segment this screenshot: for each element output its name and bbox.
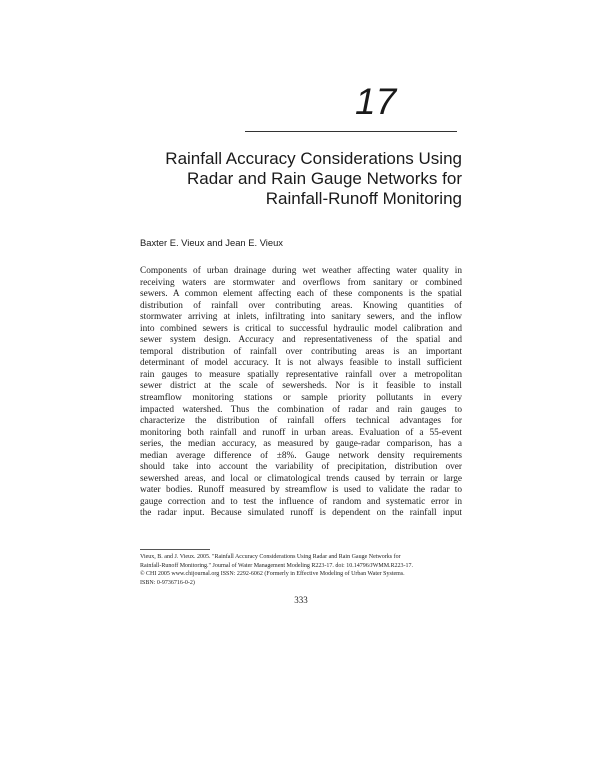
abstract-line: sewershed areas, and local or climatological trends caused by terrain or large <box>140 473 462 484</box>
page-number: 333 <box>294 595 308 605</box>
chapter-number: 17 <box>355 81 397 122</box>
footnote-rule <box>140 549 210 550</box>
abstract-line: impacted watershed. Thus the combination of radar and rain gauges to <box>140 404 462 415</box>
abstract-line: into combined sewers is critical to successful hydraulic model calibration and <box>140 323 462 334</box>
abstract-line: sewer system design. Accuracy and representativeness of the spatial and <box>140 335 462 346</box>
abstract <box>140 266 462 520</box>
abstract-line: rain gauges to measure spatially representative rainfall over a metropolitan <box>140 369 462 380</box>
abstract-line: series, the median accuracy, as measured by gauge-radar comparison, has a <box>140 439 462 450</box>
abstract-line: median average difference of ±8%. Gauge network density requirements <box>140 450 462 461</box>
abstract-line: distribution of rainfall over contributing areas. Knowing quantities of <box>140 300 462 311</box>
title-line: Rainfall-Runoff Monitoring <box>265 189 462 208</box>
abstract-line: streamflow monitoring stations or sample priority pollutants in every <box>140 393 462 404</box>
abstract-line: sewer district at the scale of sewersheds. Nor is it feasible to install <box>140 381 462 392</box>
footnote-line: Rainfall-Runoff Monitoring." Journal of Water Management Modeling R223-17. doi: 10.14796/JWMM.R223-17. <box>140 562 414 569</box>
abstract-line: monitoring both rainfall and runoff in urban areas. Evaluation of a 55-event <box>140 427 462 438</box>
abstract-line: gauge correction and to test the influence of random and systematic error in <box>140 496 462 507</box>
abstract-line: should take into account the variability of precipitation, distribution over <box>140 462 462 473</box>
abstract-line: temporal distribution of rainfall over contributing areas is an important <box>140 346 462 357</box>
abstract-line: receiving waters are stormwater and overflows from sanitary or combined <box>140 277 462 288</box>
chapter-title-rule <box>245 131 457 132</box>
abstract-line: the radar input. Because simulated runoff is dependent on the rainfall input <box>140 508 462 519</box>
title-line: Rainfall Accuracy Considerations Using <box>165 149 462 168</box>
chapter-title <box>120 149 462 209</box>
abstract-line: sewers. A common element affecting each of these components is the spatial <box>140 289 462 300</box>
footnote-line: ISBN: 0-9736716-0-2) <box>140 579 195 586</box>
footnote-line: © CHI 2005 www.chijournal.org ISSN: 2292-6062 (Formerly in Effective Modeling of Urban Water Systems. <box>140 571 405 578</box>
authors: Baxter E. Vieux and Jean E. Vieux <box>140 237 283 248</box>
abstract-line: determinant of model accuracy. It is not always feasible to install sufficient <box>140 358 462 369</box>
title-line: Radar and Rain Gauge Networks for <box>187 169 462 188</box>
abstract-line: characterize the distribution of rainfall offers technical advantages for <box>140 416 462 427</box>
abstract-line: Components of urban drainage during wet weather affecting water quality in <box>140 266 462 276</box>
citation-footnote <box>140 553 465 587</box>
abstract-line: water bodies. Runoff measured by streamflow is used to validate the radar to <box>140 485 462 496</box>
abstract-line: stormwater arriving at inlets, infiltrating into sanitary sewers, and the inflow <box>140 312 462 323</box>
footnote-line: Vieux, B. and J. Vieux. 2005. "Rainfall Accuracy Considerations Using Radar and Rain Gauge Networks for <box>140 554 401 560</box>
